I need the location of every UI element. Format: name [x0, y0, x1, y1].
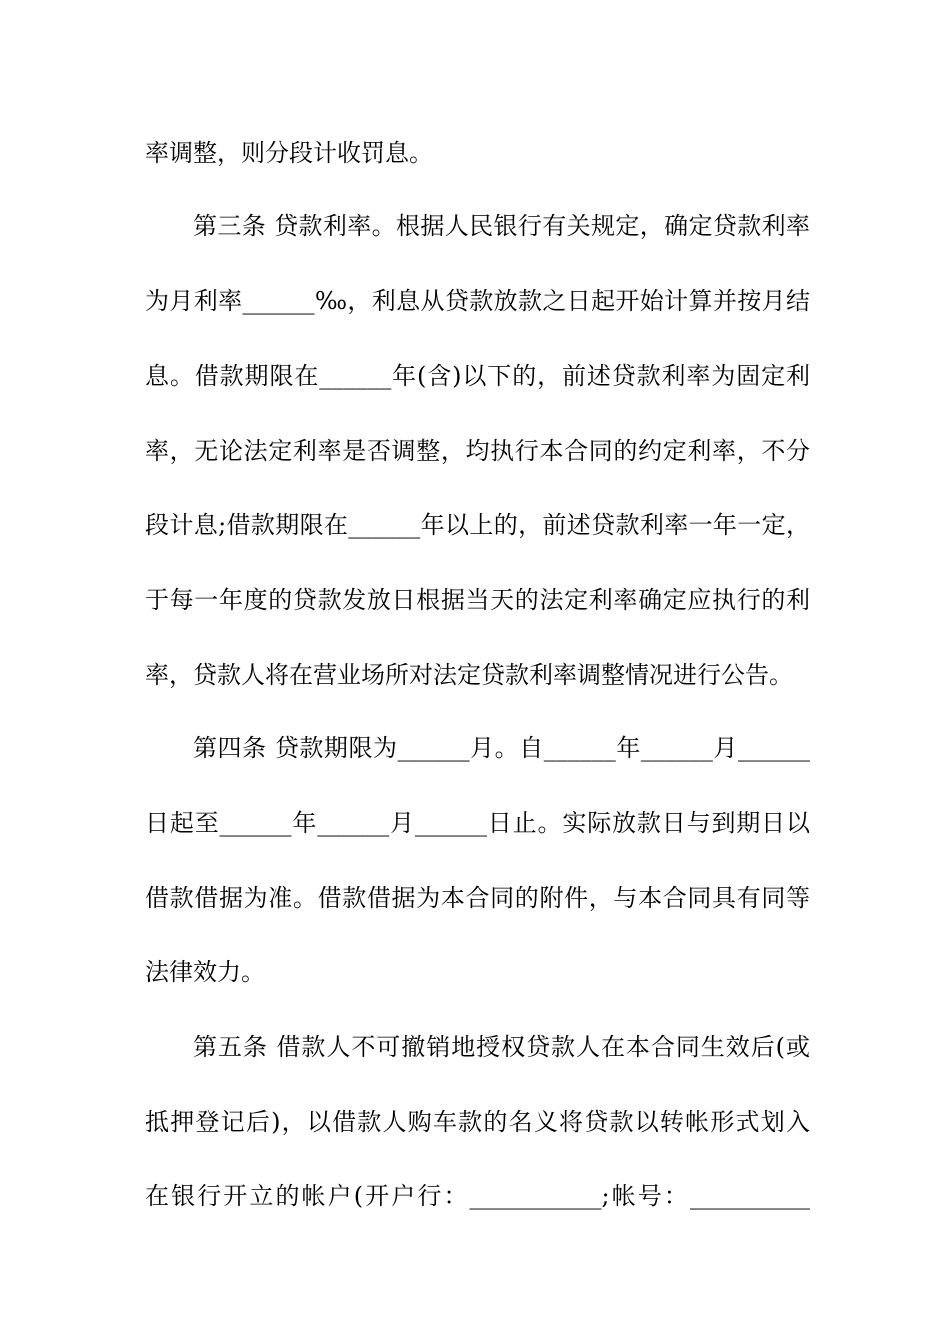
- document-page: [145, 0, 810, 1344]
- text-line: 抵押登记后)，以借款人购车款的名义将贷款以转帐形式划入: [145, 1108, 810, 1136]
- text-line: 借款借据为准。借款借据为本合同的附件，与本合同具有同等: [145, 884, 810, 912]
- text-line: 法律效力。: [145, 958, 265, 986]
- article-5-heading-line: 第五条 借款人不可撤销地授权贷款人在本合同生效后(或: [193, 1033, 810, 1061]
- text-line: 息。借款期限在______年(含)以下的，前述贷款利率为固定利: [145, 362, 810, 390]
- text-line: 率调整，则分段计收罚息。: [145, 139, 433, 167]
- text-line: 于每一年度的贷款发放日根据当天的法定利率确定应执行的利: [145, 586, 810, 614]
- text-line: 段计息;借款期限在______年以上的，前述贷款利率一年一定，: [145, 511, 810, 539]
- text-line: 率，无论法定利率是否调整，均执行本合同的约定利率，不分: [145, 437, 810, 465]
- text-line: 为月利率______‰，利息从贷款放款之日起开始计算并按月结: [145, 287, 810, 315]
- article-4-heading-line: 第四条 贷款期限为______月。自______年______月______: [193, 734, 810, 762]
- text-line: 率，贷款人将在营业场所对法定贷款利率调整情况进行公告。: [145, 661, 793, 689]
- text-line: 日起至______年______月______日止。实际放款日与到期日以: [145, 809, 810, 837]
- article-3-heading-line: 第三条 贷款利率。根据人民银行有关规定，确定贷款利率: [193, 212, 810, 240]
- text-line: 在银行开立的帐户(开户行：___________;帐号：__________: [145, 1182, 810, 1210]
